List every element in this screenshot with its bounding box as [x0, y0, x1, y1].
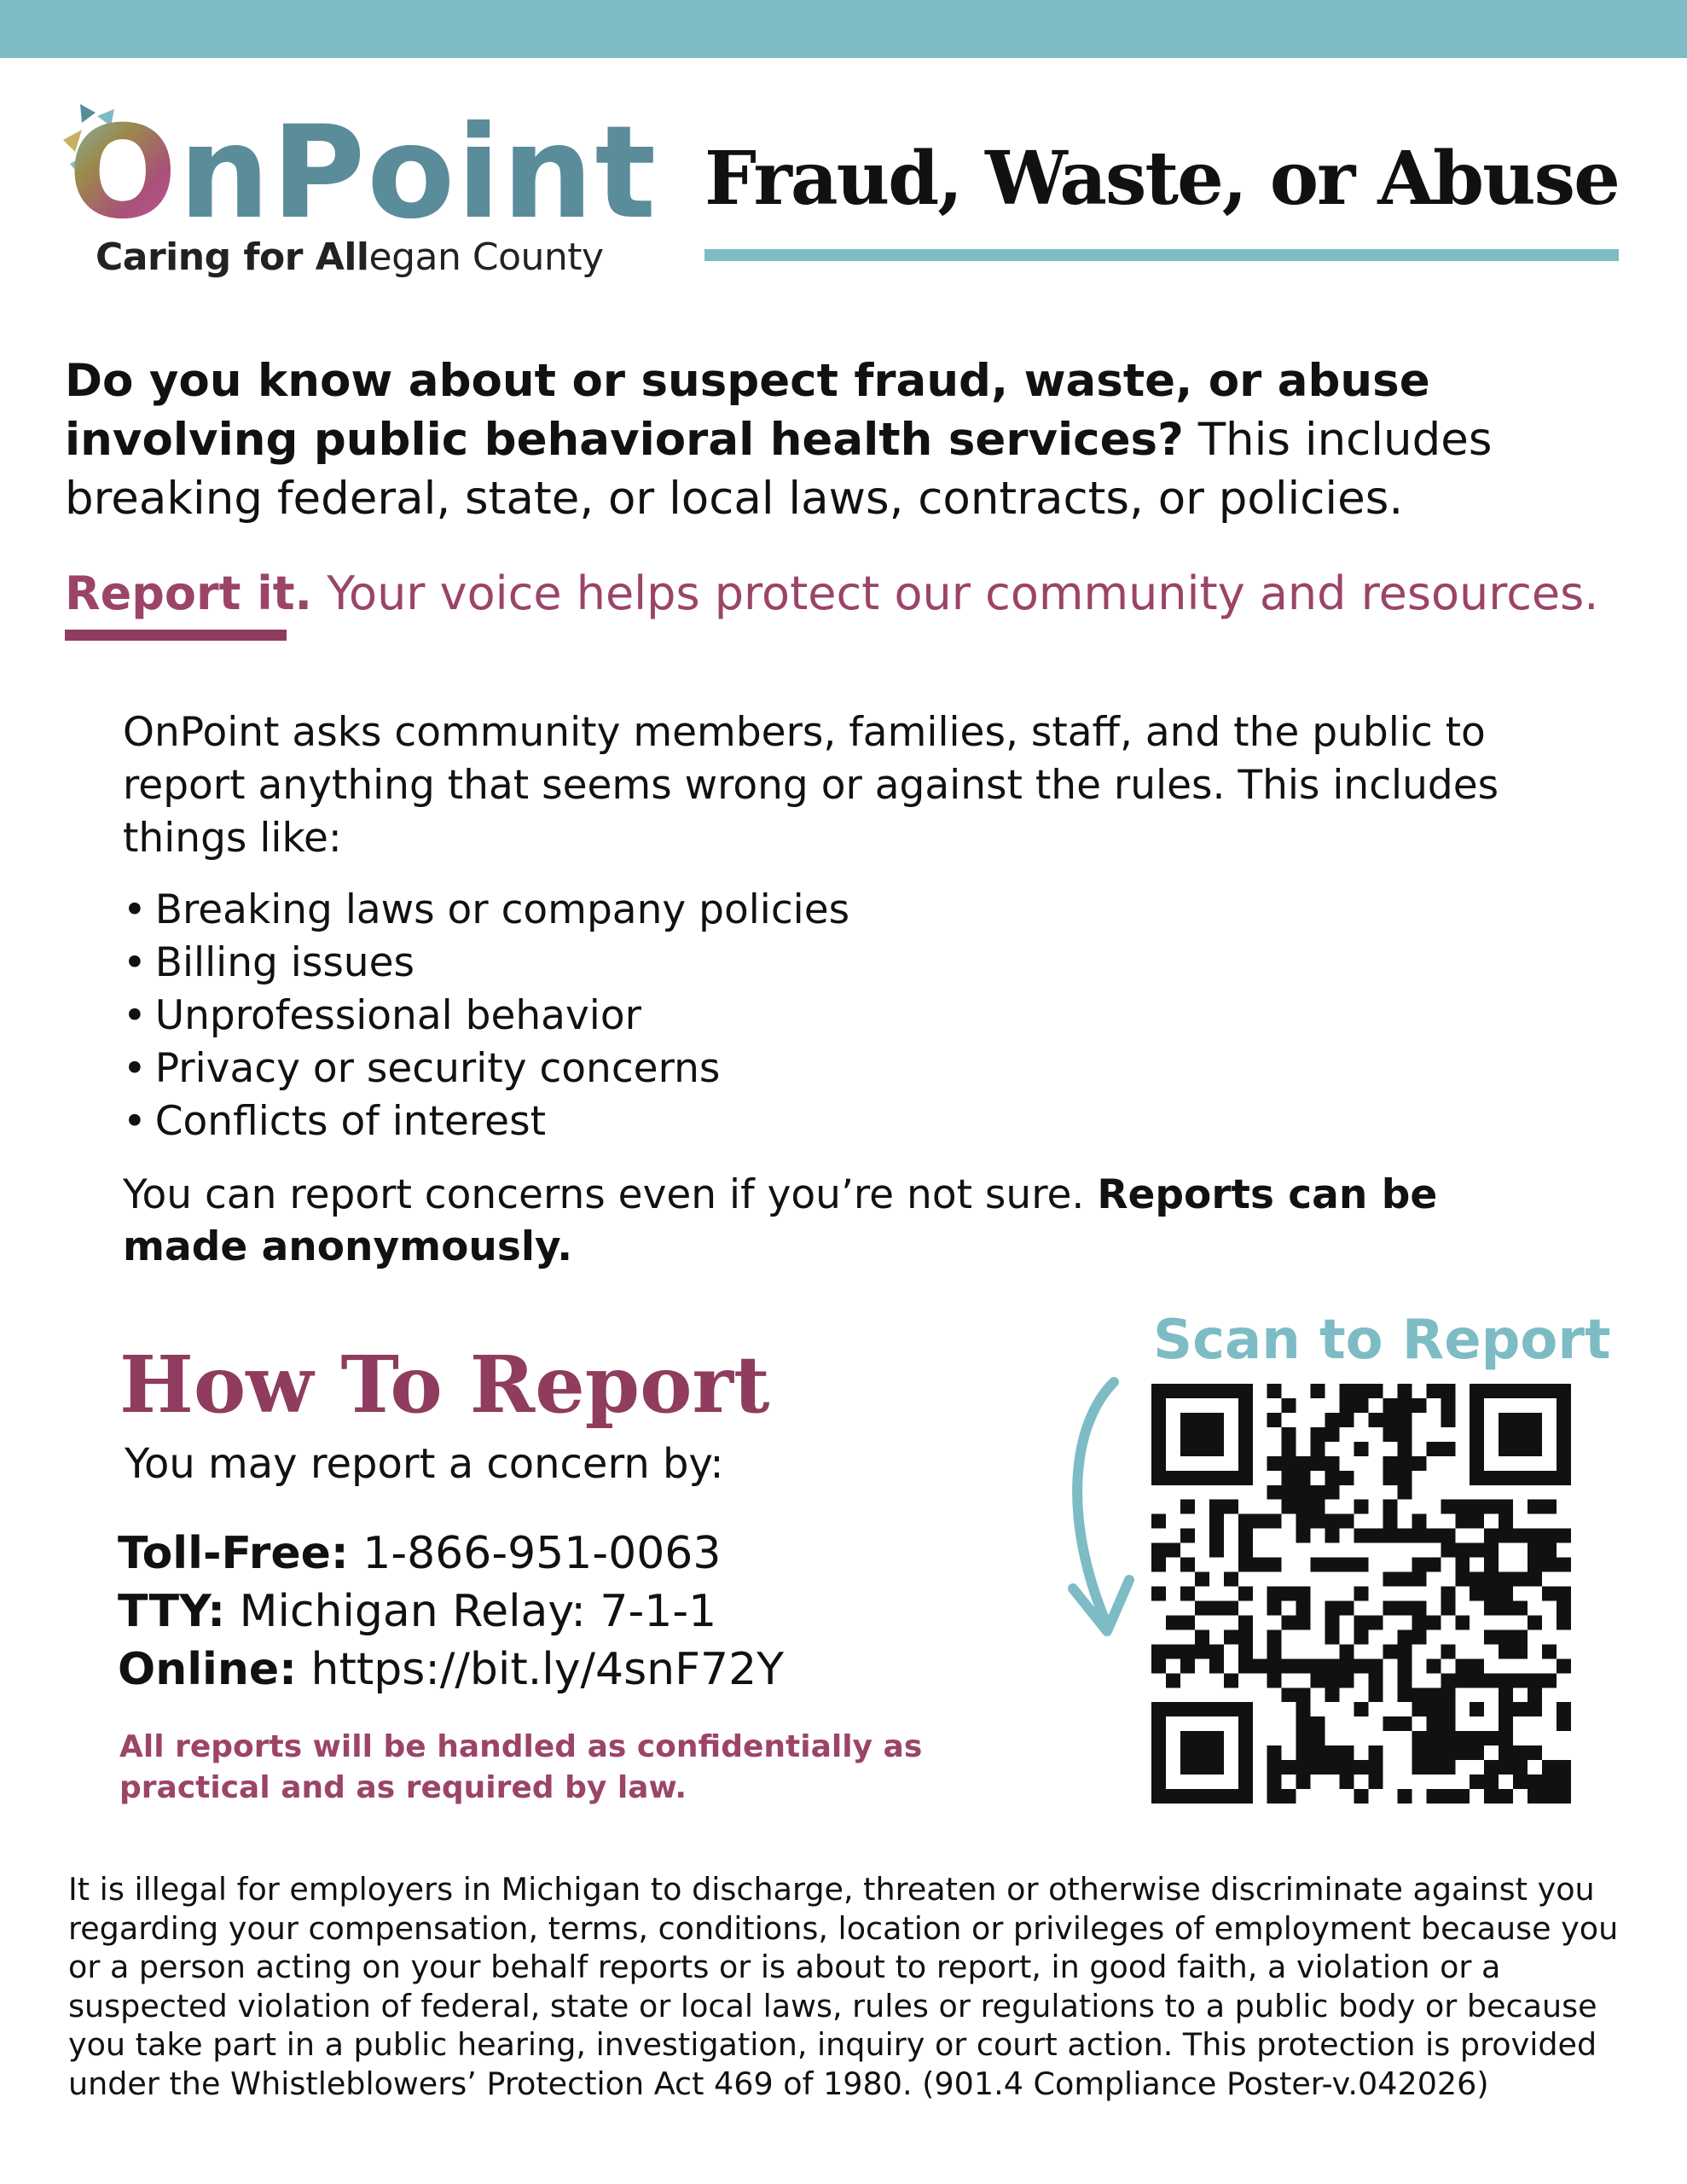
curved-arrow-down-icon	[1054, 1365, 1148, 1655]
anonymous-bold: Reports can be made anonymously.	[123, 1171, 1438, 1270]
report-it-line	[65, 563, 1651, 624]
scan-to-report-label: Scan to Report	[1153, 1309, 1611, 1372]
anonymous-note	[123, 1169, 1504, 1273]
anonymous-text: You can report concerns even if you’re not sure.	[123, 1171, 1085, 1218]
qr-code-icon[interactable]	[1151, 1384, 1571, 1804]
report-it-text: Your voice helps protect our community and resources.	[327, 566, 1599, 620]
logo-tagline	[96, 235, 604, 279]
online-link[interactable]: https://bit.ly/4snF72Y	[310, 1644, 784, 1695]
list-item: • Conflicts of interest	[123, 1095, 1317, 1148]
how-to-report-subtitle: You may report a concern by:	[125, 1440, 724, 1488]
tty-line	[118, 1585, 1056, 1638]
whistleblower-legal-notice: It is illegal for employers in Michigan to discharge, threaten or otherwise discriminate against you regarding your compensation, terms, conditions, location or privileges of employment because you or a person acting on your behalf reports or is about to report, in good faith, a violation or a suspected violation of federal, state or local laws, rules or regulations to a public body or because you take part in a public hearing, investigation, inquiry or court action. This protection is provided under the Whistleblowers’ Protection Act 469 of 1980. (901.4 Compliance Poster-v.042026)	[68, 1871, 1619, 2102]
logo-wordmark	[68, 101, 658, 246]
confidential-note: All reports will be handled as confidentially as practical and as required by law.	[119, 1729, 923, 1805]
report-it-lead: Report it.	[65, 566, 313, 620]
intro-question: Do you know about or suspect fraud, waste, or abuse involving public behavioral health services?	[65, 355, 1430, 466]
online-label: Online:	[118, 1644, 297, 1695]
page-title: Fraud, Waste, or Abuse	[704, 136, 1619, 222]
toll-free-number[interactable]: 1-866-951-0063	[362, 1528, 722, 1579]
concern-list	[123, 884, 1317, 1148]
tty-value: Michigan Relay: 7-1-1	[239, 1586, 717, 1637]
body-paragraph: OnPoint asks community members, families, staff, and the public to report anything that seems wrong or against the rules. This includes things like:	[123, 709, 1499, 862]
list-item: • Privacy or security concerns	[123, 1043, 1317, 1095]
logo-letters-rest: nPoint	[178, 99, 658, 247]
report-it-underline	[65, 630, 287, 641]
list-item: • Billing issues	[123, 937, 1317, 990]
list-item: • Unprofessional behavior	[123, 990, 1317, 1043]
intro-paragraph	[65, 351, 1651, 528]
how-to-report-heading: How To Report	[119, 1339, 770, 1431]
toll-free-label: Toll-Free:	[118, 1528, 349, 1579]
online-line	[118, 1643, 1056, 1696]
title-underline	[704, 249, 1619, 261]
logo-tagline-rest: egan County	[368, 235, 604, 279]
intro-details: This includes breaking federal, state, or local laws, contracts, or policies.	[65, 414, 1493, 525]
toll-free-line	[118, 1527, 1056, 1580]
top-color-bar	[0, 0, 1687, 58]
tty-label: TTY:	[118, 1586, 226, 1637]
list-item: • Breaking laws or company policies	[123, 884, 1317, 937]
logo-tagline-bold: Caring for All	[96, 235, 369, 279]
onpoint-logo	[60, 99, 658, 288]
logo-letter-o: O	[68, 99, 179, 247]
